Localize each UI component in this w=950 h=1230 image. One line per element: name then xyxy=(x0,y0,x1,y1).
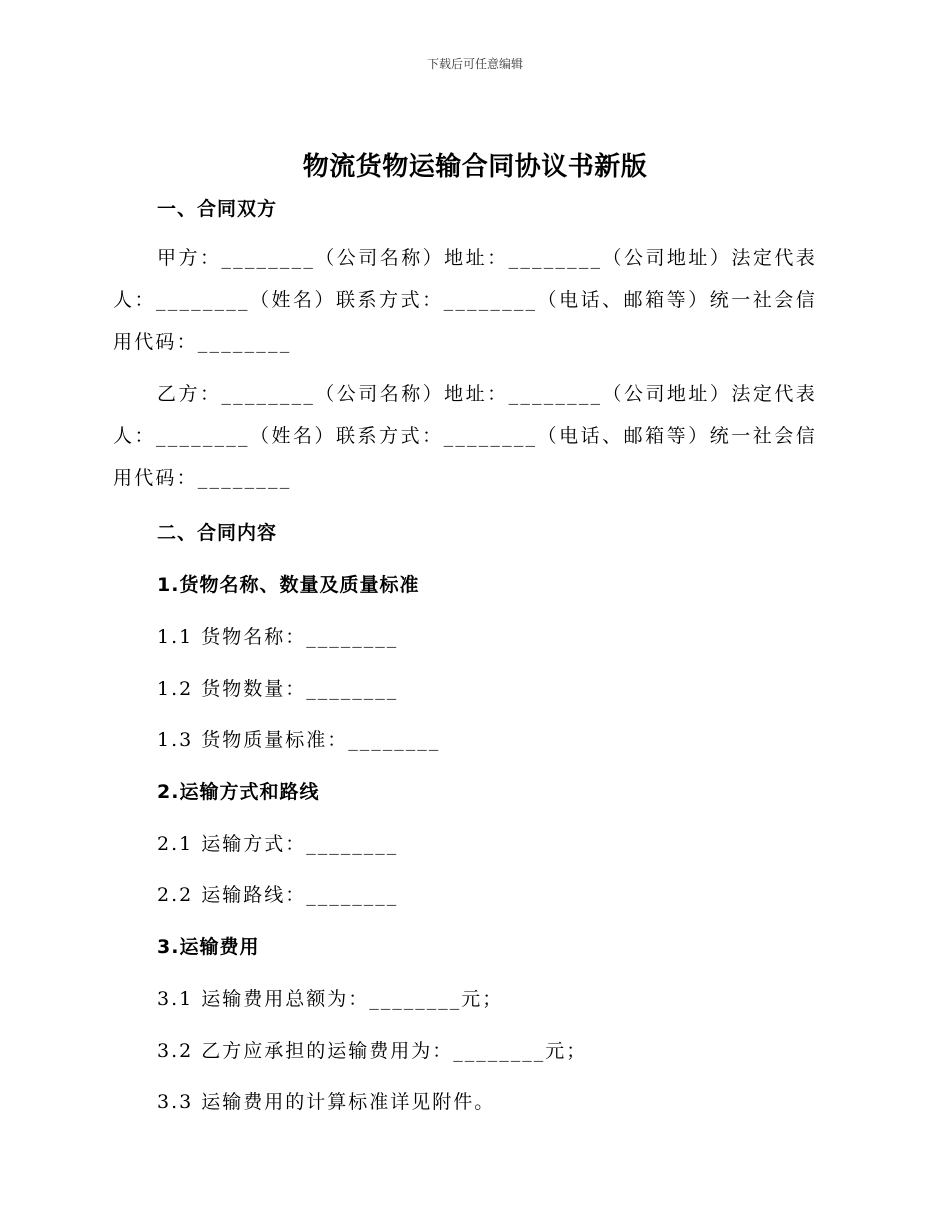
transport-mode-line: 2.1 运输方式：________ xyxy=(157,833,399,855)
header-note: 下载后可任意编辑 xyxy=(426,57,523,71)
goods-name-line: 1.1 货物名称：________ xyxy=(157,626,399,648)
party-a-paragraph: 甲方：________（公司名称）地址：________（公司地址）法定代表人：________（姓名）联系方式：________（电话、邮箱等）统一社会信用代码：________ xyxy=(113,247,817,353)
transport-route-line: 2.2 运输路线：________ xyxy=(157,884,399,906)
party-b-paragraph: 乙方：________（公司名称）地址：________（公司地址）法定代表人：________（姓名）联系方式：________（电话、邮箱等）统一社会信用代码：________ xyxy=(113,383,817,489)
section-heading-content: 二、合同内容 xyxy=(157,522,278,544)
goods-quality-line: 1.3 货物质量标准：________ xyxy=(157,729,441,751)
goods-quantity-line: 1.2 货物数量：________ xyxy=(157,678,399,700)
fee-total-line: 3.1 运输费用总额为：________元； xyxy=(157,988,504,1010)
subheading-goods: 1.货物名称、数量及质量标准 xyxy=(157,574,420,596)
fee-standard-line: 3.3 运输费用的计算标准详见附件。 xyxy=(157,1091,496,1113)
fee-party-b-line: 3.2 乙方应承担的运输费用为：________元； xyxy=(157,1040,588,1062)
document-title: 物流货物运输合同协议书新版 xyxy=(302,152,648,182)
subheading-fees: 3.运输费用 xyxy=(157,936,260,958)
subheading-transport: 2.运输方式和路线 xyxy=(157,781,320,803)
section-heading-parties: 一、合同双方 xyxy=(157,198,278,220)
